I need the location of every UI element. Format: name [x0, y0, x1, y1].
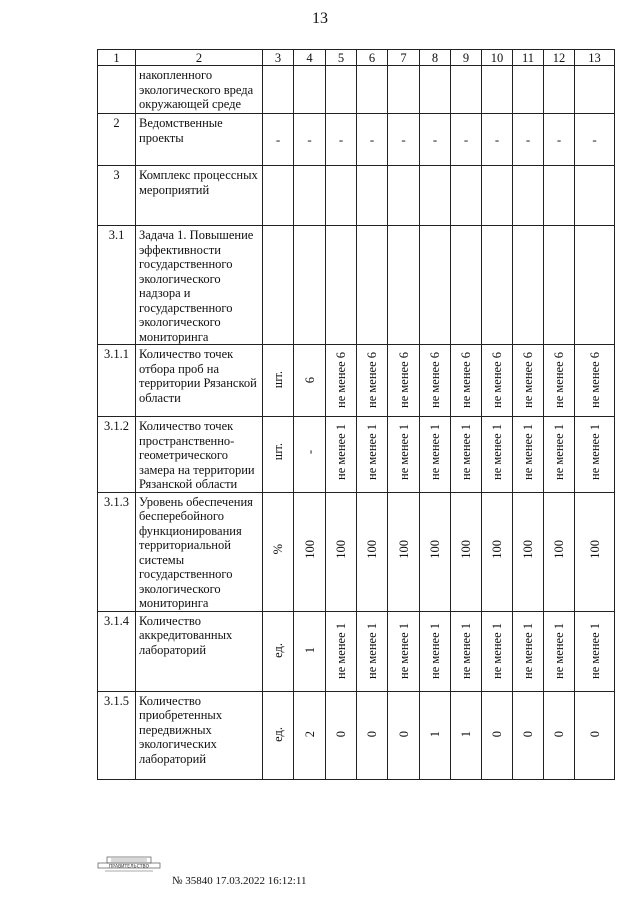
year-value-cell-text: не менее 1: [334, 424, 348, 480]
year-value-cell-text: не менее 1: [396, 424, 411, 480]
year-value-cell: [575, 226, 615, 345]
row-number-cell: 3.1.2: [98, 417, 136, 493]
year-value-cell: [451, 417, 482, 493]
year-value-cell: [326, 226, 357, 345]
year-value-cell: [451, 345, 482, 417]
year-value-cell-text: не менее 1: [490, 424, 504, 480]
indicators-table: [97, 49, 615, 780]
unit-cell: [263, 492, 294, 611]
year-value-cell: [420, 611, 451, 691]
year-value-cell: [513, 226, 544, 345]
row-number-cell: 2: [98, 114, 136, 166]
unit-cell: [263, 226, 294, 345]
year-value-cell-text: не менее 1: [490, 622, 504, 679]
page-number: 13: [312, 10, 328, 27]
base-value-cell-text: -: [302, 449, 317, 455]
year-value-cell-text: 0: [521, 731, 535, 738]
col-header: 11: [513, 50, 544, 66]
unit-cell: [263, 691, 294, 779]
year-value-cell: [482, 166, 513, 226]
year-value-cell-text: не менее 6: [552, 352, 566, 408]
year-value-cell: [544, 417, 575, 493]
table-row: [98, 611, 615, 691]
table-row: [98, 66, 615, 114]
year-value-cell-text: не менее 6: [428, 352, 442, 408]
year-value-cell: [326, 345, 357, 417]
year-value-cell: [482, 417, 513, 493]
row-number-cell: 3.1.1: [98, 345, 136, 417]
base-value-cell: [294, 691, 326, 779]
unit-cell-text: ед.: [271, 727, 285, 742]
year-value-cell-text: 100: [334, 539, 348, 559]
year-value-cell: [544, 611, 575, 691]
year-value-cell-text: не менее 1: [552, 622, 566, 679]
unit-cell-text: %: [271, 543, 285, 555]
col-header: 8: [420, 50, 451, 66]
year-value-cell-text: не менее 1: [365, 622, 379, 679]
year-value-cell: -: [388, 114, 420, 166]
year-value-cell: [451, 166, 482, 226]
table-row: [98, 492, 615, 611]
year-value-cell-text: 0: [490, 731, 504, 738]
indicator-name-cell: накопленного экологического вреда окружающей среде: [136, 66, 263, 114]
year-value-cell: [357, 66, 388, 114]
year-value-cell: -: [451, 114, 482, 166]
table-row: [98, 417, 615, 493]
year-value-cell: [575, 417, 615, 493]
base-value-cell: [294, 417, 326, 493]
year-value-cell: [420, 417, 451, 493]
year-value-cell-text: 1: [459, 731, 473, 738]
table-row: [98, 166, 615, 226]
year-value-cell-text: не менее 1: [552, 424, 566, 480]
year-value-cell: [513, 492, 544, 611]
year-value-cell: [544, 345, 575, 417]
indicator-name-cell: Количество аккредитованных лабораторий: [136, 611, 263, 691]
year-value-cell: [482, 66, 513, 114]
row-number-cell: 3.1.4: [98, 611, 136, 691]
stamp-label: ПРАВИТЕЛЬСТВО: [108, 864, 150, 870]
year-value-cell: [513, 66, 544, 114]
base-value-cell: [294, 611, 326, 691]
year-value-cell: [357, 166, 388, 226]
year-value-cell: [575, 492, 615, 611]
year-value-cell-text: не менее 6: [365, 352, 379, 408]
year-value-cell-text: не менее 1: [396, 622, 411, 679]
col-header: 6: [357, 50, 388, 66]
table-row: [98, 226, 615, 345]
year-value-cell: [326, 66, 357, 114]
year-value-cell-text: 100: [459, 539, 473, 559]
year-value-cell: [388, 66, 420, 114]
year-value-cell: [420, 345, 451, 417]
unit-cell-text: шт.: [271, 443, 285, 461]
year-value-cell: [388, 492, 420, 611]
base-value-cell: -: [294, 114, 326, 166]
year-value-cell: [482, 226, 513, 345]
unit-cell: [263, 166, 294, 226]
year-value-cell: [575, 166, 615, 226]
year-value-cell-text: не менее 1: [334, 622, 348, 679]
base-value-cell-text: 1: [302, 647, 317, 654]
table-row: [98, 345, 615, 417]
indicator-name-cell: Ведомственные проекты: [136, 114, 263, 166]
row-number-cell: [98, 66, 136, 114]
col-header: 1: [98, 50, 136, 66]
base-value-cell-text: 100: [302, 539, 317, 559]
col-header: 4: [294, 50, 326, 66]
col-header: 12: [544, 50, 575, 66]
year-value-cell-text: не менее 1: [459, 622, 473, 679]
year-value-cell: -: [482, 114, 513, 166]
year-value-cell-text: 0: [365, 731, 379, 738]
year-value-cell: [575, 66, 615, 114]
year-value-cell-text: не менее 6: [490, 352, 504, 408]
year-value-cell: [388, 226, 420, 345]
year-value-cell-text: не менее 6: [396, 352, 411, 408]
col-header: 3: [263, 50, 294, 66]
year-value-cell: [357, 691, 388, 779]
year-value-cell: [326, 691, 357, 779]
unit-cell: [263, 611, 294, 691]
year-value-cell-text: 100: [552, 539, 566, 559]
year-value-cell: [513, 417, 544, 493]
year-value-cell-text: не менее 1: [587, 622, 602, 679]
year-value-cell-text: не менее 1: [428, 424, 442, 480]
col-header: 5: [326, 50, 357, 66]
year-value-cell-text: не менее 6: [459, 352, 473, 408]
year-value-cell: [326, 611, 357, 691]
year-value-cell: [544, 226, 575, 345]
row-number-cell: 3.1.5: [98, 691, 136, 779]
base-value-cell: [294, 345, 326, 417]
indicator-name-cell: Количество точек отбора проб на территории Рязанской области: [136, 345, 263, 417]
year-value-cell-text: 100: [396, 539, 411, 559]
year-value-cell: [451, 66, 482, 114]
year-value-cell-text: 100: [365, 539, 379, 559]
table-row: [98, 691, 615, 779]
col-header: 13: [575, 50, 615, 66]
year-value-cell: [388, 611, 420, 691]
year-value-cell: [357, 611, 388, 691]
year-value-cell-text: 100: [490, 539, 504, 559]
year-value-cell: [544, 66, 575, 114]
year-value-cell: [451, 492, 482, 611]
year-value-cell: [357, 345, 388, 417]
base-value-cell-text: 6: [302, 376, 317, 384]
base-value-cell: [294, 66, 326, 114]
col-header: 2: [136, 50, 263, 66]
year-value-cell: -: [420, 114, 451, 166]
government-stamp: [97, 856, 161, 874]
year-value-cell: -: [357, 114, 388, 166]
unit-cell-text: ед.: [271, 643, 285, 658]
year-value-cell: [513, 166, 544, 226]
row-number-cell: 3.1: [98, 226, 136, 345]
year-value-cell: [575, 345, 615, 417]
year-value-cell: [420, 492, 451, 611]
year-value-cell: [451, 691, 482, 779]
year-value-cell: [544, 691, 575, 779]
indicator-name-cell: Количество приобретенных передвижных экологических лабораторий: [136, 691, 263, 779]
year-value-cell: [388, 691, 420, 779]
year-value-cell: [544, 492, 575, 611]
year-value-cell: [575, 691, 615, 779]
year-value-cell-text: 0: [552, 731, 566, 738]
year-value-cell: [357, 417, 388, 493]
year-value-cell: [513, 611, 544, 691]
base-value-cell: [294, 166, 326, 226]
year-value-cell: [420, 691, 451, 779]
year-value-cell-text: 0: [334, 731, 348, 738]
unit-cell: [263, 417, 294, 493]
year-value-cell: [388, 417, 420, 493]
year-value-cell-text: 100: [521, 539, 535, 559]
indicator-name-cell: Комплекс процессных мероприятий: [136, 166, 263, 226]
year-value-cell: [420, 226, 451, 345]
unit-cell: -: [263, 114, 294, 166]
year-value-cell-text: не менее 1: [459, 424, 473, 480]
year-value-cell: [451, 611, 482, 691]
year-value-cell: [482, 345, 513, 417]
year-value-cell: [357, 492, 388, 611]
base-value-cell: [294, 492, 326, 611]
year-value-cell: -: [326, 114, 357, 166]
header-row: [98, 50, 615, 66]
year-value-cell: [420, 66, 451, 114]
year-value-cell-text: 1: [428, 731, 442, 738]
year-value-cell-text: не менее 1: [365, 424, 379, 480]
year-value-cell-text: 100: [587, 539, 602, 559]
indicator-name-cell: Задача 1. Повышение эффективности государственного экологического надзора и государственного экологического мониторинга: [136, 226, 263, 345]
year-value-cell-text: не менее 1: [587, 424, 602, 480]
year-value-cell: [482, 492, 513, 611]
year-value-cell: [575, 611, 615, 691]
year-value-cell-text: 100: [428, 539, 442, 559]
year-value-cell-text: 0: [396, 731, 411, 738]
year-value-cell: [420, 166, 451, 226]
col-header: 10: [482, 50, 513, 66]
year-value-cell: [326, 492, 357, 611]
year-value-cell: -: [575, 114, 615, 166]
year-value-cell-text: не менее 6: [521, 352, 535, 408]
year-value-cell: [326, 417, 357, 493]
year-value-cell-text: не менее 1: [521, 424, 535, 480]
year-value-cell: [388, 166, 420, 226]
year-value-cell: [513, 345, 544, 417]
year-value-cell: -: [544, 114, 575, 166]
year-value-cell: [482, 691, 513, 779]
base-value-cell: [294, 226, 326, 345]
year-value-cell: [388, 345, 420, 417]
year-value-cell-text: 0: [587, 731, 602, 738]
year-value-cell: [513, 691, 544, 779]
table-row: [98, 114, 615, 166]
base-value-cell-text: 2: [302, 731, 317, 738]
row-number-cell: 3.1.3: [98, 492, 136, 611]
year-value-cell-text: не менее 1: [428, 622, 442, 679]
indicator-name-cell: Уровень обеспечения бесперебойного функционирования территориальной системы государственного экологического мониторинга: [136, 492, 263, 611]
col-header: 7: [388, 50, 420, 66]
year-value-cell: [544, 166, 575, 226]
year-value-cell: [326, 166, 357, 226]
year-value-cell: [357, 226, 388, 345]
unit-cell: [263, 66, 294, 114]
year-value-cell: [482, 611, 513, 691]
year-value-cell-text: не менее 6: [334, 352, 348, 408]
year-value-cell: [451, 226, 482, 345]
row-number-cell: 3: [98, 166, 136, 226]
col-header: 9: [451, 50, 482, 66]
year-value-cell-text: не менее 6: [587, 352, 602, 408]
year-value-cell-text: не менее 1: [521, 622, 535, 679]
indicator-name-cell: Количество точек пространственно-геометрического замера на территории Рязанской области: [136, 417, 263, 493]
unit-cell: [263, 345, 294, 417]
year-value-cell: -: [513, 114, 544, 166]
registration-number: № 35840 17.03.2022 16:12:11: [172, 875, 307, 887]
unit-cell-text: шт.: [271, 371, 285, 389]
